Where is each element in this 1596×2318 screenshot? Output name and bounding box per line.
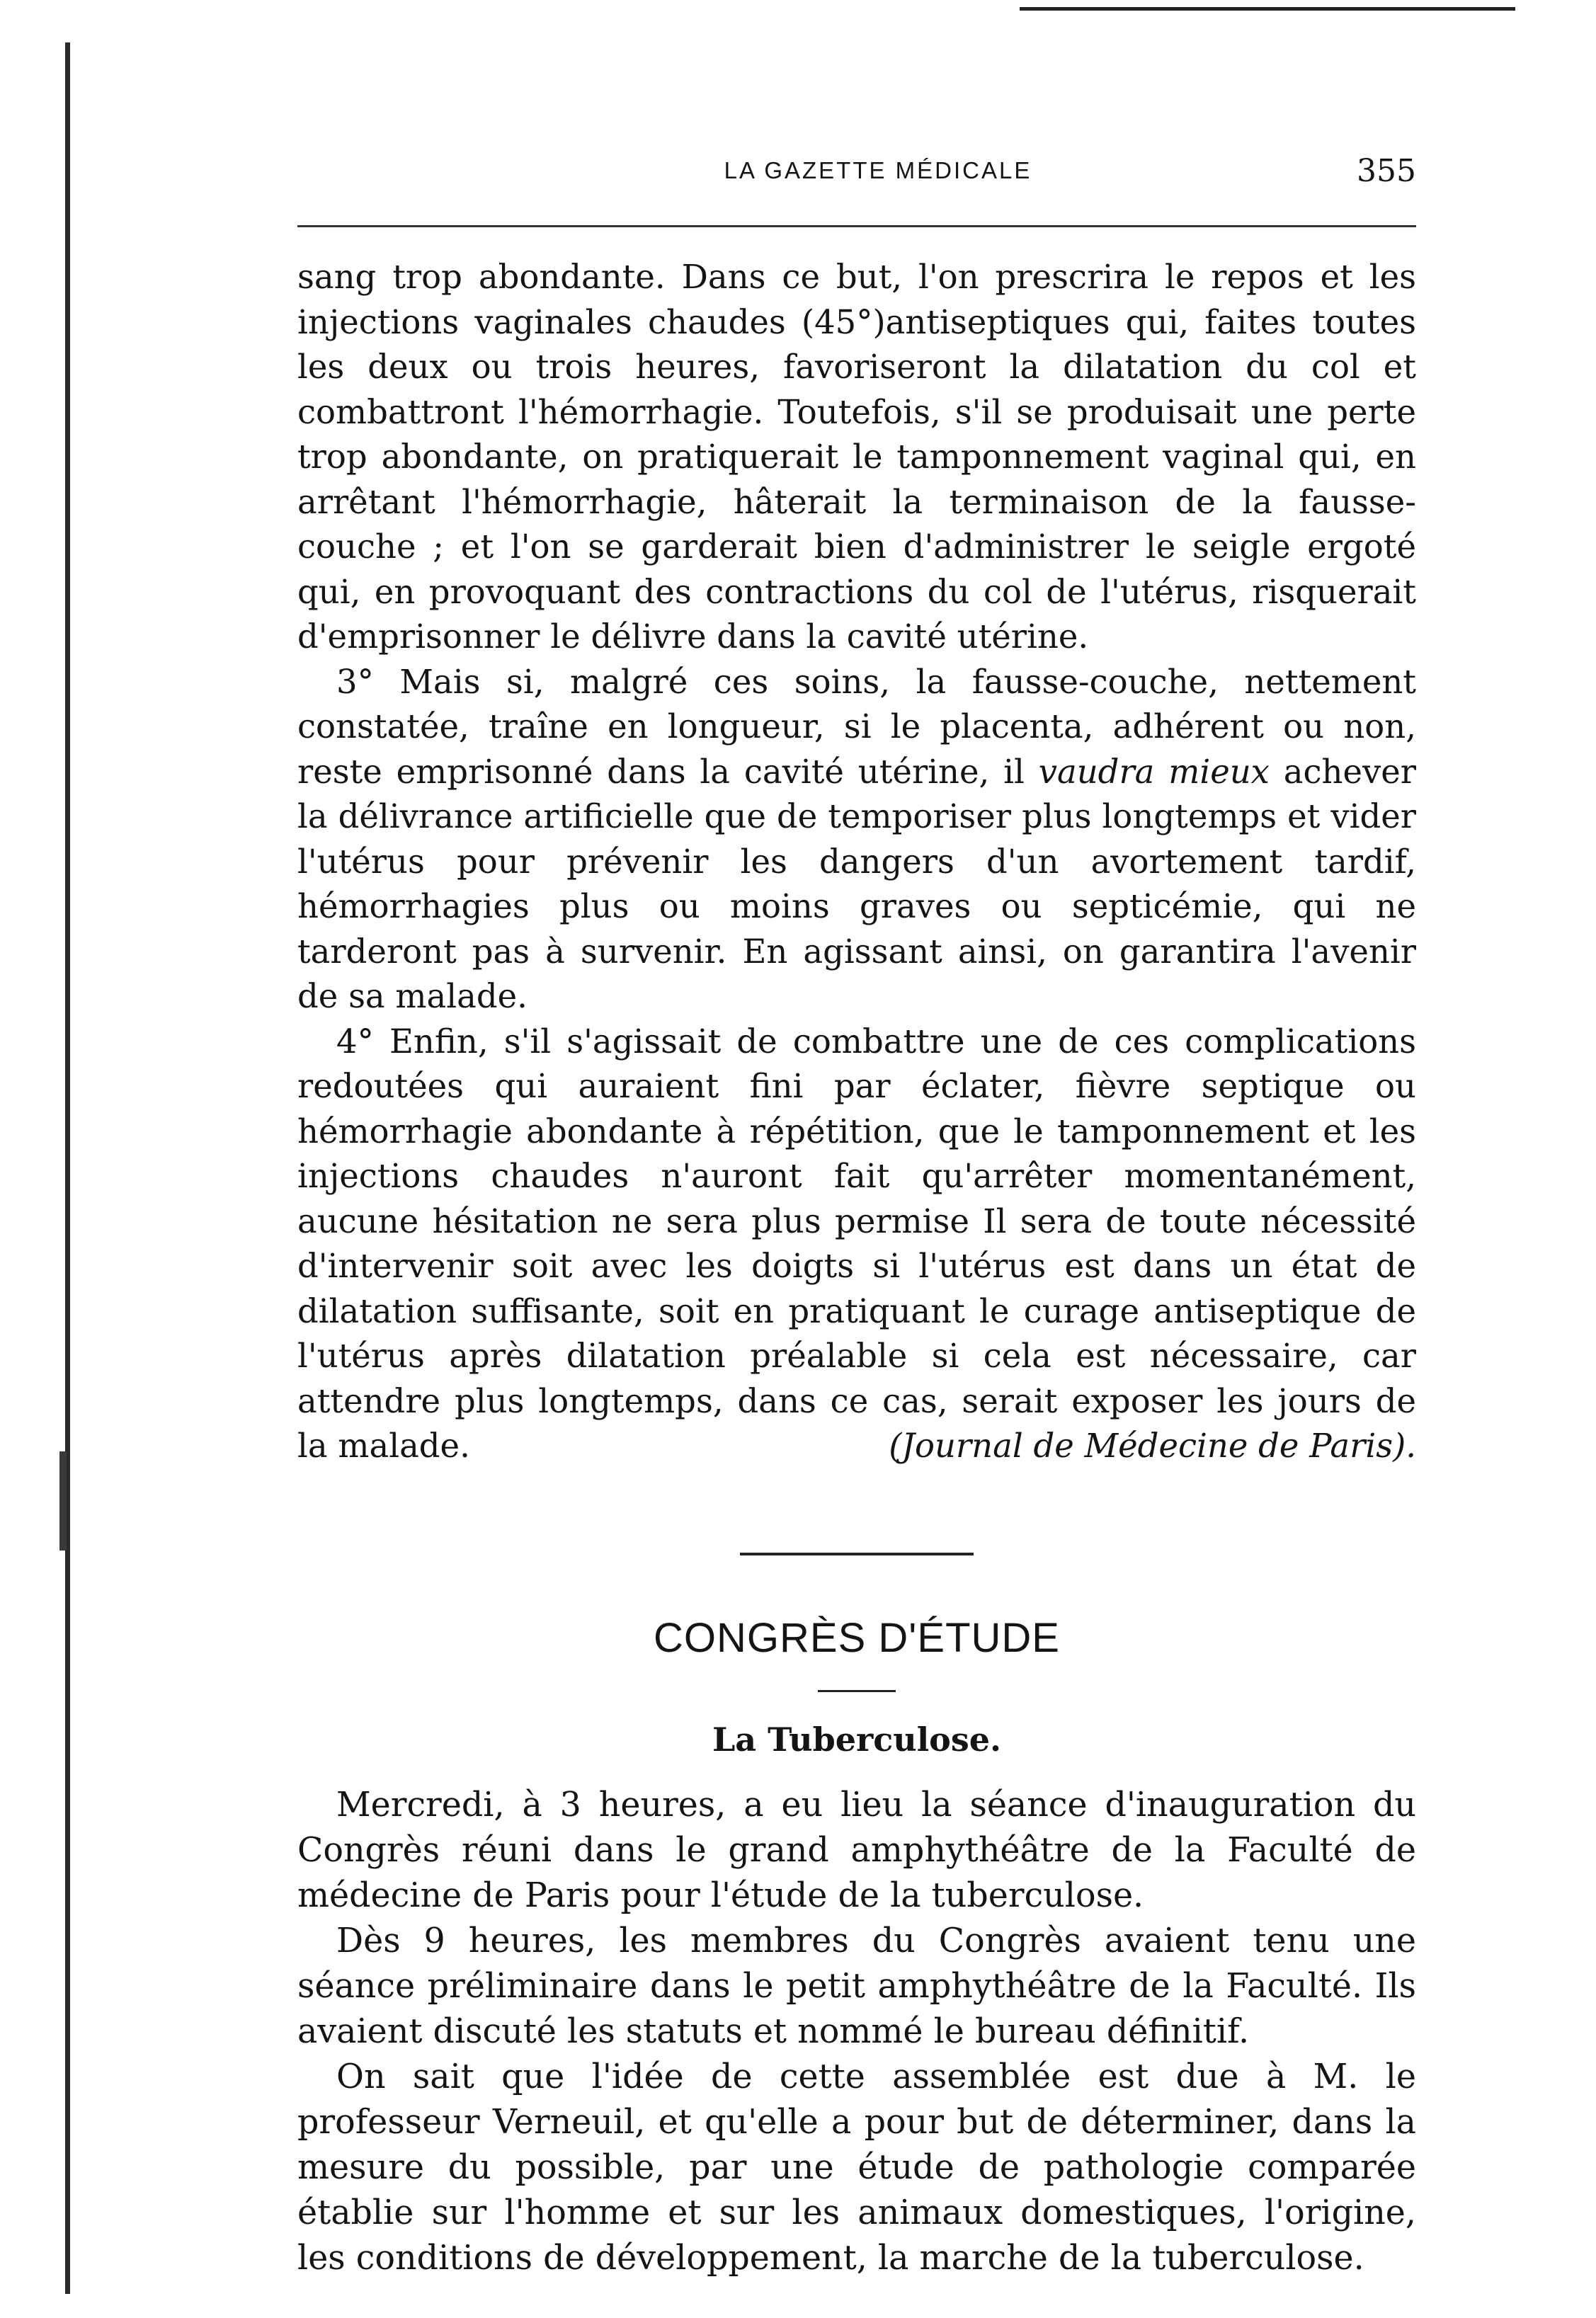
header-rule	[297, 225, 1416, 227]
text-column	[297, 255, 1416, 2281]
section-divider	[740, 1553, 974, 1555]
paragraph-point-3-lead: 3° Mais si, malgré ces soins, la fausse-couche, nettement constatée, traîne en longueur, si le placenta, adhérent ou non, reste emprisonné dans la cavité utérine, il	[297, 662, 1416, 791]
source-citation: (Journal de Médecine de Paris).	[889, 1427, 1416, 1465]
title-rule	[818, 1690, 896, 1692]
running-title: LA GAZETTE MÉDICALE	[724, 157, 1032, 183]
page-header	[297, 153, 1416, 200]
binding-edge-shadow	[59, 1451, 67, 1551]
section-congres	[297, 1614, 1416, 2281]
emphasis-vaudra-mieux: vaudra mieux	[1038, 752, 1270, 791]
binding-edge	[65, 42, 70, 2294]
section-subtitle: La Tuberculose.	[712, 1720, 1002, 1759]
paragraph-continuation: sang trop abondante. Dans ce but, l'on prescrira le repos et les injections vaginales chaudes (45°)antiseptiques qui, faites toutes les deux ou trois heures, favoriseront la dilatation du col et combattront l'hémorrhagie. Toutefois, s'il se produisait une perte trop abondante, on pratiquerait le tamponnement vaginal qui, en arrêtant l'hémorrhagie, hâterait la terminaison de la fausse-couche ; et l'on se garderait bien d'administrer le seigle ergoté qui, en provoquant des contractions du col de l'utérus, risquerait d'emprisonner le délivre dans la cavité utérine.	[297, 258, 1416, 656]
paragraph-point-4-text: 4° Enfin, s'il s'agissait de combattre une de ces complications redoutées qui auraient fini par éclater, fièvre septique ou hémorrhagie abondante à répétition, que le tamponnement et les injections chaudes n'auront fait qu'arrêter momentanément, aucune hésitation ne sera plus permise Il sera de toute nécessité d'intervenir soit avec les doigts si l'utérus est dans un état de dilatation suffisante, soit en pratiquant le curage antiseptique de l'utérus après dilatation préalable si cela est nécessaire, car attendre plus longtemps, dans ce cas, serait exposer les jours de la malade.	[297, 1022, 1416, 1465]
section-title: CONGRÈS D'ÉTUDE	[654, 1614, 1060, 1661]
paragraph-point-4	[297, 1020, 1416, 1469]
paragraph-verneuil: On sait que l'idée de cette assemblée est due à M. le professeur Verneuil, et qu'elle a pour but de déterminer, dans la mesure du possible, par une étude de pathologie comparée établie sur l'homme et sur les animaux domestiques, l'origine, les conditions de développement, la marche de la tuberculose.	[297, 2057, 1416, 2278]
paragraph-point-3-rest: achever la délivrance artificielle que de temporiser plus longtemps et vider l'utérus pour prévenir les dangers d'un avortement tardif, hémorrhagies plus ou moins graves ou septicémie, qui ne tarderont pas à survenir. En agissant ainsi, on garantira l'avenir de sa malade.	[297, 752, 1416, 1015]
paragraph-seance-preliminaire: Dès 9 heures, les membres du Congrès avaient tenu une séance préliminaire dans le petit amphythéâtre de la Faculté. Ils avaient discuté les statuts et nommé le bureau définitif.	[297, 1921, 1416, 2051]
top-edge-rule	[1020, 7, 1515, 11]
article-obstetrics	[297, 255, 1416, 1469]
paragraph-point-3	[297, 660, 1416, 1020]
paragraph-inauguration: Mercredi, à 3 heures, a eu lieu la séance d'inauguration du Congrès réuni dans le grand amphythéâtre de la Faculté de médecine de Paris pour l'étude de la tuberculose.	[297, 1785, 1416, 1915]
page-number: 355	[1357, 153, 1416, 189]
